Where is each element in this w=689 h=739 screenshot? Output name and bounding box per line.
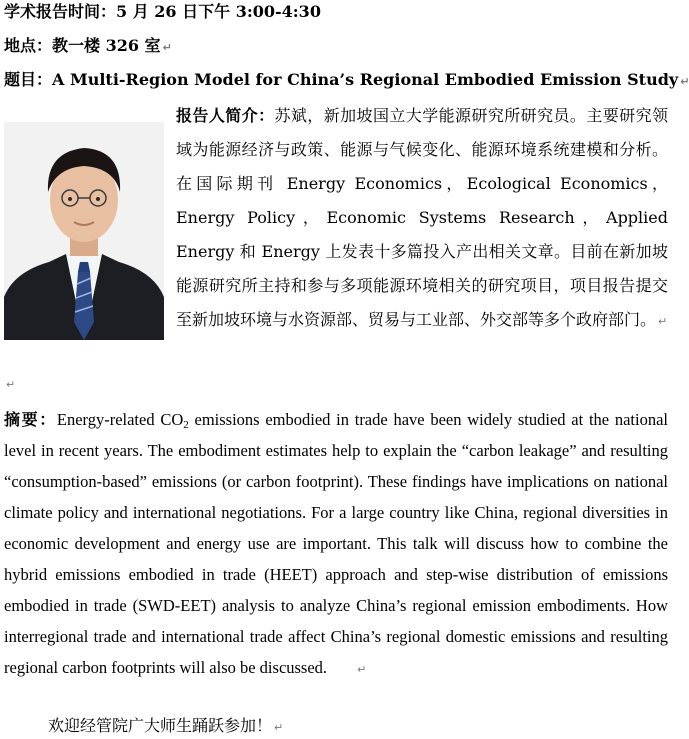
title-line — [4, 70, 689, 92]
abstract — [4, 404, 668, 685]
bio-text: 苏斌，新加坡国立大学能源研究所研究员。主要研究领域为能源经济与政策、能源与气候变化、能源环境系统建模和分析。在国际期刊 Energy Economics，Ecological Economics，Energy Policy，Economic Systems Research，Applied Energy 和 Energy 上发表十多篇投入产出相关文章。目前在新加坡能源研究所主持和参与多项能源环境相关的研究项目，项目报告提交至新加坡环境与水资源部、贸易与工业部、外交部等多个政府部门。 — [176, 106, 668, 329]
location-line — [4, 36, 172, 58]
closing-text: 欢迎经管院广大师生踊跃参加！ — [48, 716, 273, 735]
closing-invitation — [48, 716, 283, 738]
paragraph-mark: ↵ — [274, 721, 284, 734]
paragraph-mark: ↵ — [680, 75, 689, 88]
abstract-text: emissions embodied in trade have been widely studied at the national level in recent years. The embodiment estimates help to explain the “carbon leakage” and resulting “consumption-based” emissions (or carbon footprint). These findings have implications on national climate policy and international negotiations. For a large country like China, regional diversities in economic development and energy use are important. This talk will discuss how to combine the hybrid emissions embodied in trade (HEET) approach and step-wise distribution of emissions embodied in trade (SWD-EET) analysis to analyze China’s regional emission embodiments. How interregional trade and international trade affect China’s regional domestic emissions and resulting regional carbon footprints will also be discussed. — [4, 410, 668, 677]
paragraph-mark: ↵ — [6, 378, 16, 391]
time-line — [4, 2, 321, 22]
location-label: 地点： — [4, 36, 53, 55]
speaker-photo — [4, 122, 164, 340]
abstract-label: 摘要： — [4, 410, 57, 429]
bio-label: 报告人简介： — [176, 106, 275, 125]
paragraph-mark: ↵ — [658, 315, 668, 328]
paragraph-mark: ↵ — [162, 41, 172, 54]
talk-title: A Multi-Region Model for China’s Regional Embodied Emission Study — [52, 70, 679, 89]
title-label: 题目： — [4, 70, 53, 89]
paragraph-mark: ↵ — [357, 663, 367, 676]
abstract-text-start: Energy-related CO — [56, 410, 184, 429]
co2-subscript: 2 — [183, 419, 189, 431]
location-value: 教一楼 326 室 — [52, 36, 161, 55]
time-value: 5 月 26 日下午 3:00-4:30 — [116, 2, 321, 21]
time-label: 学术报告时间： — [4, 2, 117, 21]
